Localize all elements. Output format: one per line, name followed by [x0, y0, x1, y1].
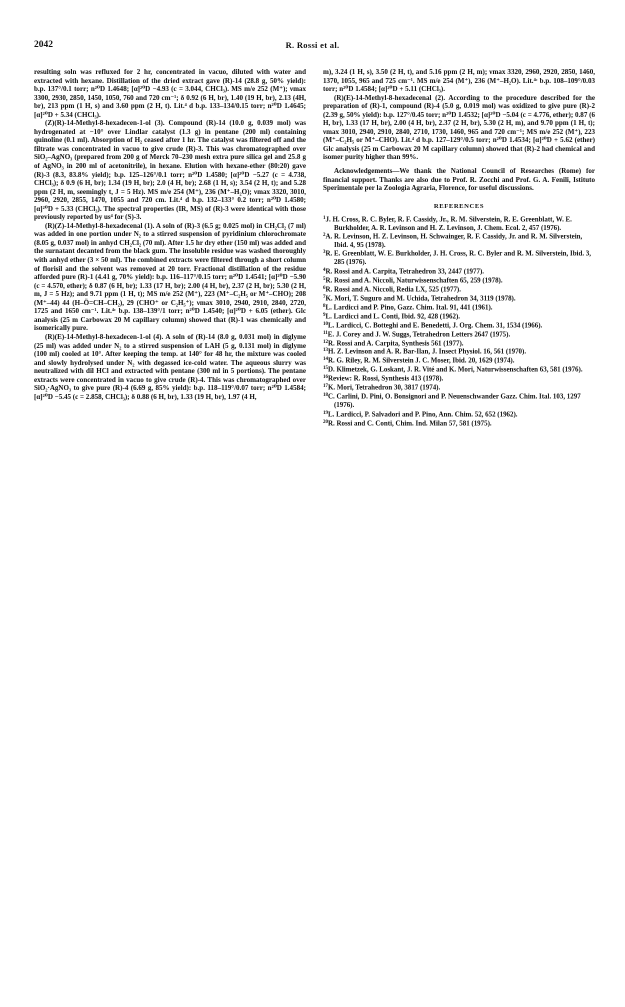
reference-number: 15: [323, 366, 328, 372]
reference-text: R. Rossi and C. Conti, Chim. Ind. Milan 57, 581 (1975).: [328, 419, 492, 428]
reference-item: [323, 267, 595, 276]
reference-item: [323, 249, 595, 266]
reference-number: 7: [323, 294, 326, 300]
reference-list: [323, 215, 595, 428]
reference-number: 19: [323, 410, 328, 416]
reference-item: [323, 215, 595, 232]
page-header: [34, 40, 591, 54]
paragraph: (Z)(R)-14-Methyl-8-hexadecen-1-ol (3). Compound (R)-14 (10.0 g, 0.039 mol) was hydrogenated at −10° over Lindlar catalyst (1.3 g) in pentane (200 ml) containing quinoline (0.1 ml). Absorption of H₂ ceased after 1 hr. The catalyst was filtered off and the filtrate was concentrated in vacuo to give crude (R)-3. This was chromatographed over SiO₂–AgNO₃ (prepared from 200 g of Merck 70–230 mesh extra pure silica gel and 25.8 g of AgNO₃ in 200 ml of acetonitrile), in hexane. Elution with hexane-ether (80:20) gave (R)-3 (8.3, 83.8% yield); b.p. 125–126°/0.1 torr; n²⁰D 1.4580; [α]²⁰D −5.27 (c = 4.738, CHCl₃); δ 0.9 (6 H, br); 1.34 (19 H, br); 2.0 (4 H, br); 2.68 (1 H, s); 3.54 (2 H, t); and 5.28 ppm (2 H, m, seemingly t, J = 5 Hz). MS m/e 254 (M⁺), 236 (M⁺–H₂O); νmax 3320, 3010, 2960, 2920, 2855, 1470, 1055 and 720 cm. Lit.⁴ d b.p. 132–133° 0.2 torr; n²⁰D 1.4580; [α]²⁰D + 5.33 (CHCl₃). The spectral properties (IR, MS) of (R)-3 were identical with those previously reported by us⁴ for (S)-3.: [34, 119, 306, 222]
reference-number: 6: [323, 285, 326, 291]
reference-number: 2: [323, 233, 326, 239]
reference-text: L. Lardicci, C. Botteghi and E. Benedetti, J. Org. Chem. 31, 1534 (1966).: [328, 321, 543, 330]
reference-text: E. J. Corey and J. W. Suggs, Tetrahedron Letters 2647 (1975).: [327, 330, 511, 339]
reference-item: [323, 365, 595, 374]
reference-item: [323, 232, 595, 249]
reference-item: [323, 321, 595, 330]
reference-item: [323, 312, 595, 321]
reference-text: K. Mori, Tetrahedron 30, 3817 (1974).: [328, 383, 441, 392]
reference-item: [323, 392, 595, 409]
reference-text: Review: R. Rossi, Synthesis 413 (1978).: [328, 374, 444, 383]
acknowledgements: Acknowledgements—We thank the National Council of Researches (Rome) for financial support. Thanks are also due to Prof. R. Zocchi and Prof. G. A. Fenili, Istituto Sperimentale per la Zoologia Agraria, Florence, for useful discussions.: [323, 167, 595, 193]
paragraph: resulting soln was refluxed for 2 hr, concentrated in vacuo, diluted with water and extracted with hexane. Distillation of the dried extract gave (R)-14 (28.8 g, 50% yield): b.p. 137°/0.1 torr; n²⁰D 1.4648; [α]²⁰D −4.93 (c = 3.044, CHCl₃). MS m/e 252 (M⁺); νmax 3300, 2930, 2850, 1450, 1050, 760 and 720 cm⁻¹; δ 0.92 (6 H, br), 1.40 (19 H, br), 2.13 (4H, br), 213 ppm (1 H, s) and 3.60 ppm (2 H, t). Lit.⁴ d b.p. 133–134/0.15 torr; n²⁰D 1.4645; [α]²⁰D + 5.34 (CHCl₃).: [34, 68, 306, 119]
paragraph: (R)(E)-14-Methyl-8-hexadecenal (2). According to the procedure described for the preparation of (R)-1, compound (R)-4 (5.0 g, 0.019 mol) was oxidized to give pure (R)-2 (2.39 g, 50% yield): b.p. 127°/0.45 torr; n²⁰D 1.4532; [α]²⁰D −5.04 (c = 4.776, ether); 0.87 (6 H, br), 1.33 (17 H, br), 2.00 (4 H, br), 2.37 (2 H, br), 5.30 (2 H, m), and 9.70 ppm (1 H, t); νmax 3010, 2940, 2910, 2840, 2710, 1730, 1460, 965 and 720 cm⁻¹; MS m/e 252 (M⁺), 223 (M⁺–C₂H₅ or M⁺–CHO). Lit.⁴ d b.p. 127–129°/0.5 torr; n²⁰D 1.4534; [α]²⁰D + 5.62 (ether) Glc analysis (25 m Carbowax 20 M capillary column) showed that (R)-2 had chemical and isomer purity higher than 99%.: [323, 93, 595, 162]
reference-number: 14: [323, 357, 328, 363]
paragraph: (R)(Z)-14-Methyl-8-hexadecenal (1). A soln of (R)-3 (6.5 g; 0.025 mol) in CH₂Cl₂ (7 ml) was added in one portion under N₂ to a stirred suspension of pyridinium chlorochromate (8.05 g, 0.037 mol) in anhyd CH₂Cl₂ (70 ml). After 1.5 hr dry ether (150 ml) was added and the surnatant decanted from the black gum. The insoluble residue was washed thoroughly with anhyd ether (3 × 50 ml). The combined extracts were filtered through a short column of florisil and the solvent was removed at 20 torr. Fractional distillation of the residue afforded pure (R)-1 (4.41 g, 70% yield): b.p. 116–117°/0.15 torr; n²⁰D 1.4541; [α]²⁰D −5.90 (c = 4.570, ether); δ 0.87 (6 H, br); 1.33 (17 H, br); 2.00 (4 H, br), 2.37 (2 H, br); 5.30 (2 H, m, J = 5 Hz); and 9.71 ppm (1 H, t); MS m/e 252 (M⁺), 223 (M⁺–C₂H₅ or M⁺–CHO); 208 (M⁺–44) 44 (H–Ö=CH–CH₂), 29 (CHO⁺ or C₂H₅⁺); νmax 3010, 2940, 2910, 2840, 2720, 1725 and 1650 cm⁻¹. Lit.⁴ᶜ b.p. 138–139°/1 torr; n²⁰D 1.4540; [α]²⁰D + 6.05 (ether). Glc analysis (25 m Carbowax 20 M capillary column) showed that (R)-1 was chemically and isomerically pure.: [34, 221, 306, 333]
running-head: R. Rossi et al.: [285, 40, 340, 50]
reference-text: L. Lardicci and P. Pino, Gazz. Chim. Ital. 91, 441 (1961).: [325, 303, 493, 312]
reference-number: 11: [323, 330, 328, 336]
reference-item: [323, 330, 595, 339]
reference-item: [323, 356, 595, 365]
reference-item: [323, 419, 595, 428]
reference-number: 17: [323, 384, 328, 390]
reference-item: [323, 285, 595, 294]
reference-item: [323, 303, 595, 312]
reference-number: 5: [323, 276, 326, 282]
paragraph: (R)(E)-14-Methyl-8-hexadecen-1-ol (4). A soln of (R)-14 (8.0 g, 0.031 mol) in diglyme (25 ml) was added under N₂ to a stirred suspension of LAH (5 g, 0.131 mol) in diglyme (100 ml) cooled at 10°. After keeping the temp. at 140° for 48 hr, the mixture was cooled and slowly hydrolysed under N₂ with degassed ice-cold water. The aqueous slurry was neutralized with dil HCl and extracted with pentane (300 ml in 5 portions). The pentane extracts were concentrated in vacuo to give crude (R)-4. This was chromatographed over SiO₂·AgNO₃ to give pure (R)-4 (6.69 g, 85% yield): b.p. 118–119°/0.07 torr; n²⁰D 1.4584; [α]²⁰D −5.45 (c = 2.858, CHCl₃); δ 0.88 (6 H, br), 1.33 (19 H, br), 1.97 (4 H,: [34, 332, 306, 401]
reference-number: 8: [323, 303, 326, 309]
reference-item: [323, 383, 595, 392]
reference-text: L. Lardicci, P. Salvadori and P. Pino, Ann. Chim. 52, 652 (1962).: [328, 410, 518, 419]
reference-text: C. Carlini, D. Pini, O. Bonsignori and P. Neuenschwander Gazz. Chim. Ital. 103, 1297 (1976).: [328, 392, 581, 410]
reference-text: D. Klimetzek, G. Loskant, J. R. Vité and K. Mori, Naturwissenschaften 63, 581 (1976).: [328, 365, 583, 374]
reference-number: 13: [323, 348, 328, 354]
references-heading: REFERENCES: [433, 202, 485, 210]
page-number: 2042: [34, 40, 53, 50]
reference-item: [323, 339, 595, 348]
reference-number: 10: [323, 321, 328, 327]
reference-item: [323, 276, 595, 285]
reference-text: L. Lardicci and L. Conti, Ibid. 92, 428 (1962).: [325, 312, 461, 321]
reference-item: [323, 347, 595, 356]
reference-number: 20: [323, 419, 328, 425]
reference-text: R. G. Riley, R. M. Silverstein J. C. Moser, Ibid. 20, 1629 (1974).: [328, 356, 515, 365]
paragraph: m), 3.24 (1 H, s), 3.50 (2 H, t), and 5.16 ppm (2 H, m); νmax 3320, 2960, 2920, 2850, 1460, 1370, 1055, 965 and 725 cm⁻¹. MS m/e 254 (M⁺), 236 (M⁺–H₂O). Lit.⁴ᶜ b.p. 108–109°/0.03 torr; n²⁰D 1.4584; [α]²⁰D + 5.11 (CHCl₃).: [323, 68, 595, 94]
reference-text: J. H. Cross, R. C. Byler, R. F. Cassidy, Jr., R. M. Silverstein, R. E. Greenblatt, W. E. Burkholder, A. R. Levinson and H. Z. Levinson, J. Chem. Ecol. 2, 457 (1976).: [325, 215, 572, 232]
reference-text: R. Rossi and A. Carpita, Synthesis 561 (1977).: [328, 339, 464, 347]
reference-text: K. Mori, T. Suguro and M. Uchida, Tetrahedron 34, 3119 (1978).: [325, 294, 516, 303]
reference-text: H. Z. Levinson and A. R. Bar-Ilan, J. Insect Physiol. 16, 561 (1970).: [328, 347, 527, 356]
reference-text: R. E. Greenblatt, W. E. Burkholder, J. H. Cross, R. C. Byler and R. M. Silverstein, Ibid. 3, 285 (1976).: [325, 249, 592, 267]
reference-text: R. Rossi and A. Carpita, Tetrahedron 33, 2447 (1977).: [325, 267, 484, 276]
reference-text: R. Rossi and A. Niccoli, Redia LX, 525 (1977).: [325, 285, 461, 294]
right-column: [323, 68, 595, 428]
reference-number: 12: [323, 339, 328, 345]
reference-text: R. Rossi and A. Niccoli, Naturwissenschaften 65, 259 (1978).: [325, 276, 503, 285]
reference-number: 1: [323, 215, 326, 221]
reference-item: [323, 374, 595, 383]
left-column: [34, 68, 306, 401]
reference-number: 3: [323, 250, 326, 256]
reference-number: 4: [323, 267, 326, 273]
reference-number: 16: [323, 375, 328, 381]
reference-item: [323, 410, 595, 419]
reference-item: [323, 294, 595, 303]
reference-number: 9: [323, 312, 326, 318]
reference-number: 18: [323, 393, 328, 399]
reference-text: A. R. Levinson, H. Z. Levinson, H. Schwainger, R. F. Cassidy, Jr. and R. M. Silverstein, Ibid. 4, 95 (1978).: [325, 232, 583, 250]
